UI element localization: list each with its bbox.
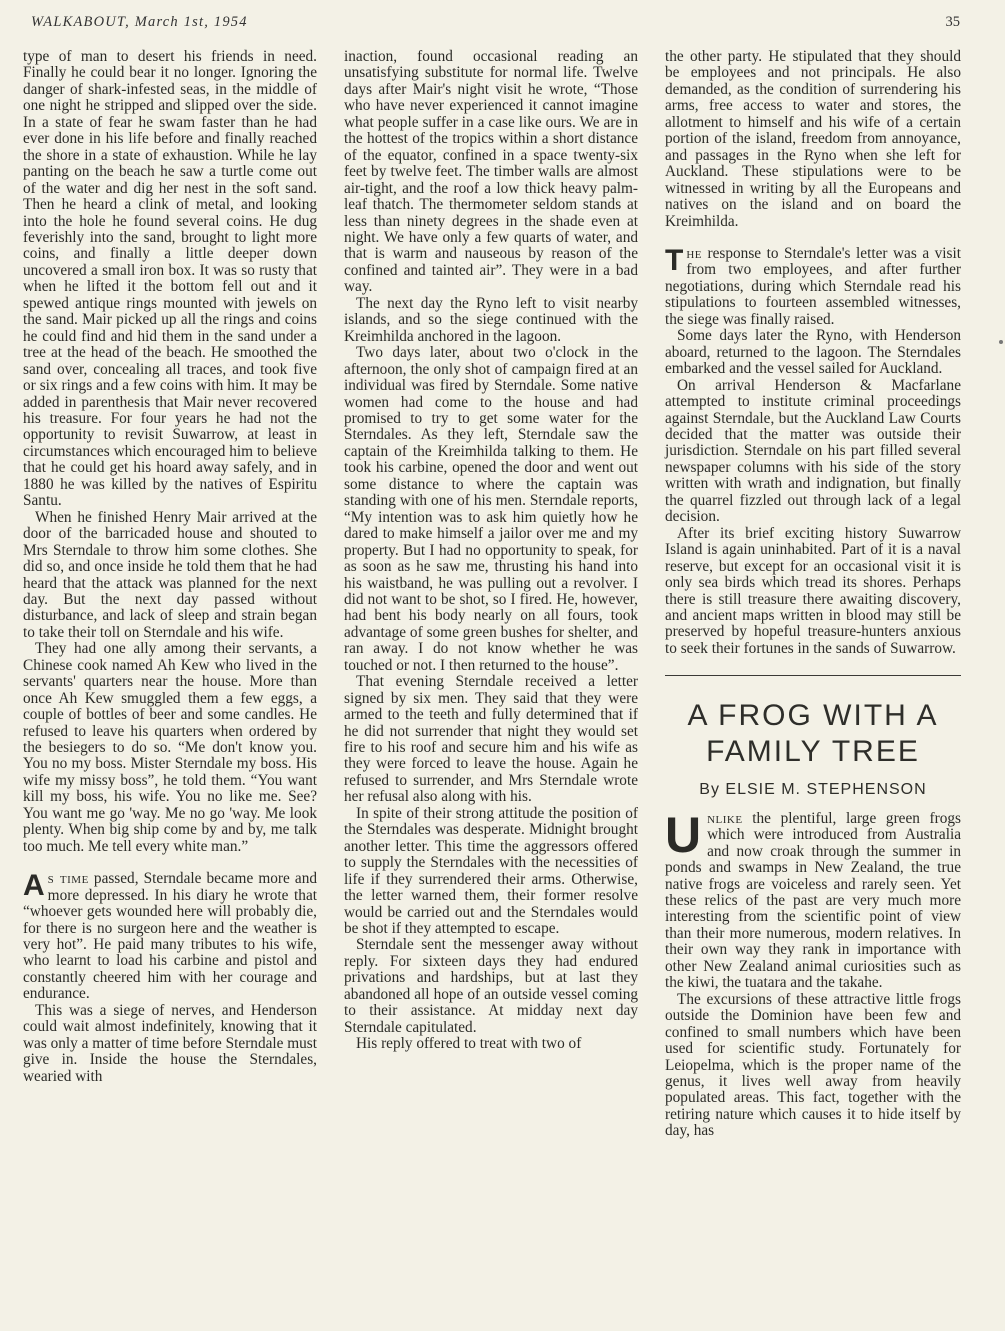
paragraph: After its brief exciting history Suwarrow Island is again uninhabited. Part of it is a naval reserve, but except for an occasional visit it is only sea birds which tread its shores. Perhaps there is still treasure there awaiting discovery, and ancient maps written in blood may still be preserved by hopeful treasure-hunters anxious to seek their fortunes in the sands of Suwarrow. [665,524,961,657]
paragraph: The next day the Ryno left to visit nearby islands, and so the siege continued with the Kreimhilda anchored in the lagoon. [344,294,638,345]
drop-cap: A [23,869,45,903]
drop-cap: U [665,806,702,863]
paragraph-section-start [665,243,961,328]
article-title: A FROG WITH A FAMILY TREE [687,699,939,769]
running-head: WALKABOUT, March 1st, 1954 [31,14,248,30]
margin-mark [999,340,1003,344]
paragraph: On arrival Henderson & Macfarlane attempted to institute criminal proceedings against Sterndale, but the Auckland Law Courts decided that the matter was outside their jurisdiction. Sterndale on his part filled several newspaper columns with his side of the story written with wrath and indignation, but finally the quarrel fizzled out through lack of a legal decision. [665,376,961,526]
paragraph-section-start [23,871,317,1003]
column-left [23,49,317,1085]
section-divider [665,675,961,676]
paragraph: They had one ally among their servants, a Chinese cook named Ah Kew who lived in the servants' quarters near the house. More than once Ah Kew smuggled them a few eggs, a couple of bottles of beer and some candles. He refused to leave his quarters when ordered by the besiegers to do so. “Me don't know you. You no my boss. Mister Sterndale my boss. His wife my missy boss”, he told them. “You want kill my boss, his wife. You no like me. See? You want me go 'way. Me no go 'way. Me look plenty. When big ship come by and by, me talk too much. Me tell every white man.” [23,640,317,855]
paragraph-text: the plentiful, large green frogs which were introduced from Australia and now croak through the summer in ponds and swamps in New Zealand, the true native frogs are voiceless and rarely seen. Yet these relics of the past are very much more interesting from the scientific point of view than their more numerous, modern relatives. In their own way they rank in importance with other New Zealand animal curiosities such as the kiwi, the tuatara and the takahe. [665,809,961,992]
paragraph: Some days later the Ryno, with Henderson aboard, returned to the lagoon. The Sterndales embarked and the vessel sailed for Auckland. [665,327,961,378]
paragraph: In spite of their strong attitude the position of the Sterndales was desperate. Midnight brought another letter. This time the aggressors offered to supply the Sterndales with the necessities of life if they surrendered their arms. Otherwise, the letter warned them, their former resolve would be carried out and the Sterndales would be shot if they attempted to escape. [344,804,638,938]
paragraph: When he finished Henry Mair arrived at the door of the barricaded house and shouted to Mrs Sterndale to throw him some clothes. She did so, and once inside he told them that he had heard that the attack was planned for the next day. But the next day passed without disturbance, and lack of sleep and strain began to take their toll on Sterndale and his wife. [23,508,317,641]
drop-cap: T [665,243,684,277]
page-number: 35 [945,14,960,30]
paragraph-text: passed, Sterndale became more and more depressed. In his diary he wrote that “whoever gets wounded here will probably die, for there is no surgeon here and the weather is very hot”. He paid many tributes to his wife, who learnt to load his carbine and pistol and constantly cheered him with her courage and endurance. [23,870,317,1003]
paragraph: The excursions of these attractive little frogs outside the Dominion have been few and confined to small numbers which have been used for scientific study. Fortunately for Leiopelma, which is the proper name of the genus, it lives well away from heavily populated areas. This fact, together with the retiring nature which causes it to hide itself by day, has [665,990,961,1140]
lead-in: nlike [707,809,743,827]
paragraph: type of man to desert his friends in need. Finally he could bear it no longer. Ignoring the danger of shark-infested seas, in the middle of one night he stripped and slipped over the side. In a state of fear he swam faster than he had ever done in his life before and finally reached the shore in a state of exhaustion. While he lay panting on the beach he saw a turtle come out of the water and dig her nest in the soft sand. Then he heard a clink of metal, and looking into the hole he found several coins. He dug feverishly into the sand, brought to light more coins, and finally a little deeper down uncovered a small iron box. It was so rusty that when he lifted it the bottom fell out and it spewed antique rings mounted with jewels on the sand. Mair picked up all the rings and coins he could find and hid them in the sand under a tree at the head of the beach. He smoothed the sand over, concealing all traces, and took five or six rings and a few coins with him. It may be added in parenthesis that Mair never recovered his treasure. For four years he had not the opportunity to revisit Suwarrow, at least in circumstances which encouraged him to believe that he could get his hoard away safely, and in 1880 he was killed by the natives of Espiritu Santu. [23,48,317,510]
column-right [665,49,961,1140]
byline: By ELSIE M. STEPHENSON [699,781,927,799]
lead-in: s time [47,870,89,888]
paragraph-text: response to Sterndale's letter was a visit from two employees, and after further negotiations, during which Sterndale read his stipulations to fourteen assembled witnesses, the siege was finally raised. [665,244,961,328]
paragraph: Two days later, about two o'clock in the afternoon, the only shot of campaign fired at an individual was fired by Sterndale. Some native women had come to the house and had promised to try to get some water for the Sterndales. As they left, Sterndale saw the captain of the Kreimhilda talking to them. He took his carbine, opened the door and went out some distance to where the captain was standing with one of his men. Sterndale reports, “My intention was to ask him quietly how he dared to make himself a jailor over me and my property. But I had no opportunity to speak, for as soon as he saw me, thrusting his hand into his waistband, he was pulling out a revolver. I did not want to be shot, so I fired. He, however, had bent his body nearly on all fours, took advantage of some green bushes for shelter, and ran away. I do not know whether he was touched or not. I then returned to the house”. [344,344,638,674]
paragraph: the other party. He stipulated that they should be employees and not principals. He also demanded, as the condition of surrendering his arms, free access to water and stores, the allotment to himself and his wife of a certain portion of the island, freedom from annoyance, and passages in the Ryno when she left for Auckland. These stipulations were to be witnessed in writing by all the Europeans and natives on the island and on board the Kreimhilda. [665,48,961,230]
paragraph: His reply offered to treat with two of [356,1035,582,1053]
paragraph-article-start [665,806,961,992]
paragraph: inaction, found occasional reading an unsatisfying substitute for normal life. Twelve days after Mair's night visit he wrote, “Those who have never experienced it cannot imagine what people suffer in a case like ours. We are in the hottest of the tropics within a short distance of the equator, confined in a space twenty-six feet by twelve feet. The timber walls are almost air-tight, and the roof a low thick heavy palm-leaf thatch. The thermometer seldom stands at less than ninety degrees in the shade even at night. We have only a few quarts of water, and that is warm and nauseous by reason of the confined and tainted air”. They were in a bad way. [344,48,638,296]
paragraph: Sterndale sent the messenger away without reply. For sixteen days they had endured privations and hardships, but at last they abandoned all hope of an outside vessel coming to their assistance. At midday next day Sterndale capitulated. [344,936,638,1036]
column-middle [344,49,638,1053]
paragraph: That evening Sterndale received a letter signed by six men. They said that they were armed to the teeth and fully determined that if he did not surrender that night they would set fire to his roof and secure him and his wife as they were forced to leave the house. Again he refused to surrender, and Mrs Sterndale wrote her refusal also along with his. [344,673,638,806]
lead-in: he [686,244,702,262]
paragraph: This was a siege of nerves, and Henderson could wait almost indefinitely, knowing that it was only a matter of time before Sterndale must give in. Inside the house the Sterndales, wearied with [23,1001,317,1085]
